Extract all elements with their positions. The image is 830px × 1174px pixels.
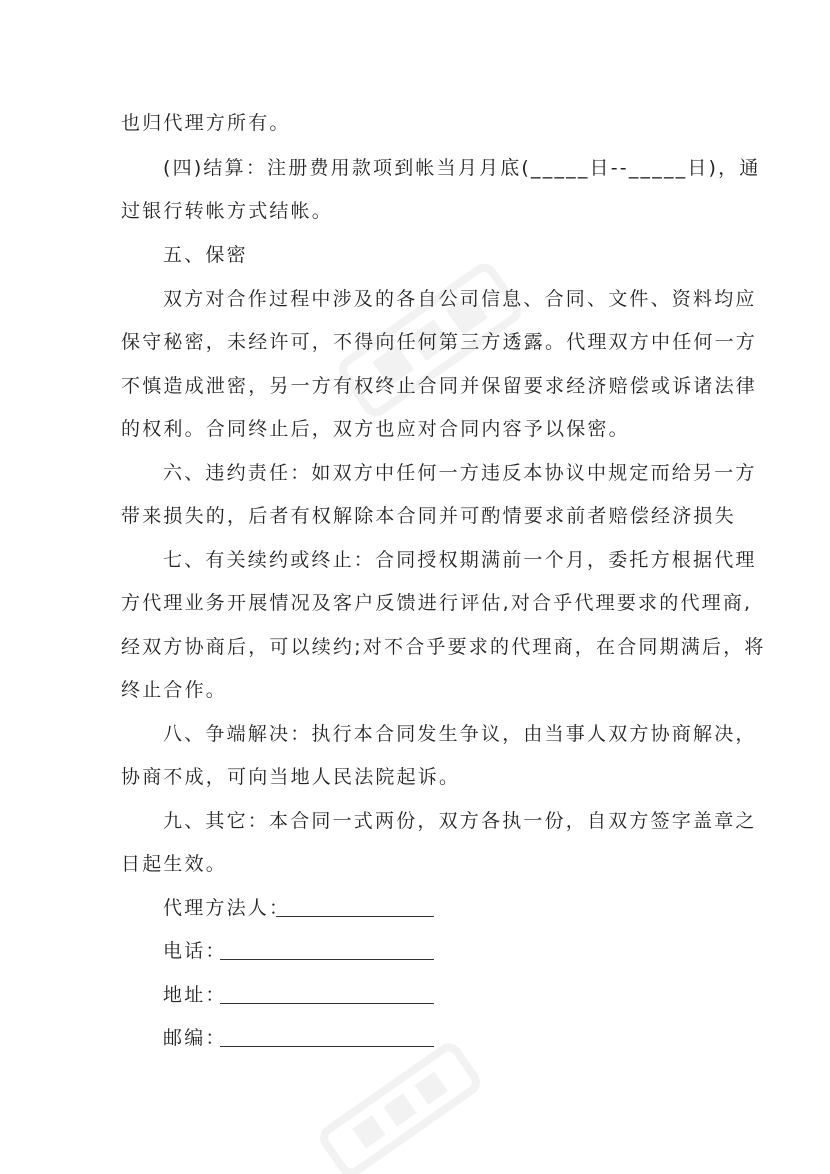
phone-label: 电话：	[163, 940, 227, 962]
paragraph-line: 方代理业务开展情况及客户反馈进行评估,对合乎代理要求的代理商,	[121, 592, 753, 614]
paragraph-line: 九、其它：本合同一式两份，双方各执一份，自双方签字盖章之	[163, 810, 757, 832]
paragraph-line: 协商不成，可向当地人民法院起诉。	[121, 766, 461, 788]
paragraph-line: 带来损失的，后者有权解除本合同并可酌情要求前者赔偿经济损失	[121, 505, 736, 527]
paragraph-line: 六、违约责任：如双方中任何一方违反本协议中规定而给另一方	[163, 462, 757, 484]
paragraph-line: 保守秘密，未经许可，不得向任何第三方透露。代理双方中任何一方	[121, 331, 758, 353]
paragraph-line: 不慎造成泄密，另一方有权终止合同并保留要求经济赔偿或诉诸法律	[121, 375, 758, 397]
paragraph-line: 日起生效。	[121, 853, 228, 875]
paragraph-line: 终止合作。	[121, 679, 228, 701]
paragraph-line: 的权利。合同终止后，双方也应对合同内容予以保密。	[121, 418, 630, 440]
address-blank	[220, 1003, 434, 1004]
paragraph-line: 经双方协商后，可以续约;对不合乎要求的代理商，在合同期满后，将	[121, 636, 766, 658]
representative-blank	[276, 916, 434, 917]
postcode-blank	[220, 1046, 434, 1047]
address-label: 地址：	[163, 984, 227, 1006]
phone-blank	[220, 959, 434, 960]
section-heading: 五、保密	[163, 244, 248, 266]
paragraph-line: 八、争端解决：执行本合同发生争议，由当事人双方协商解决，	[163, 723, 757, 745]
paragraph-line: (四)结算：注册费用款项到帐当月月底(_____日--_____日)，通	[163, 157, 761, 179]
postcode-label: 邮编：	[163, 1027, 227, 1049]
paragraph-line: 过银行转帐方式结帐。	[121, 200, 334, 222]
paragraph-line: 双方对合作过程中涉及的各自公司信息、合同、文件、资料均应	[163, 288, 757, 310]
paragraph-line: 也归代理方所有。	[121, 112, 291, 134]
representative-label: 代理方法人：	[163, 897, 291, 919]
paragraph-line: 七、有关续约或终止：合同授权期满前一个月，委托方根据代理	[163, 549, 757, 571]
